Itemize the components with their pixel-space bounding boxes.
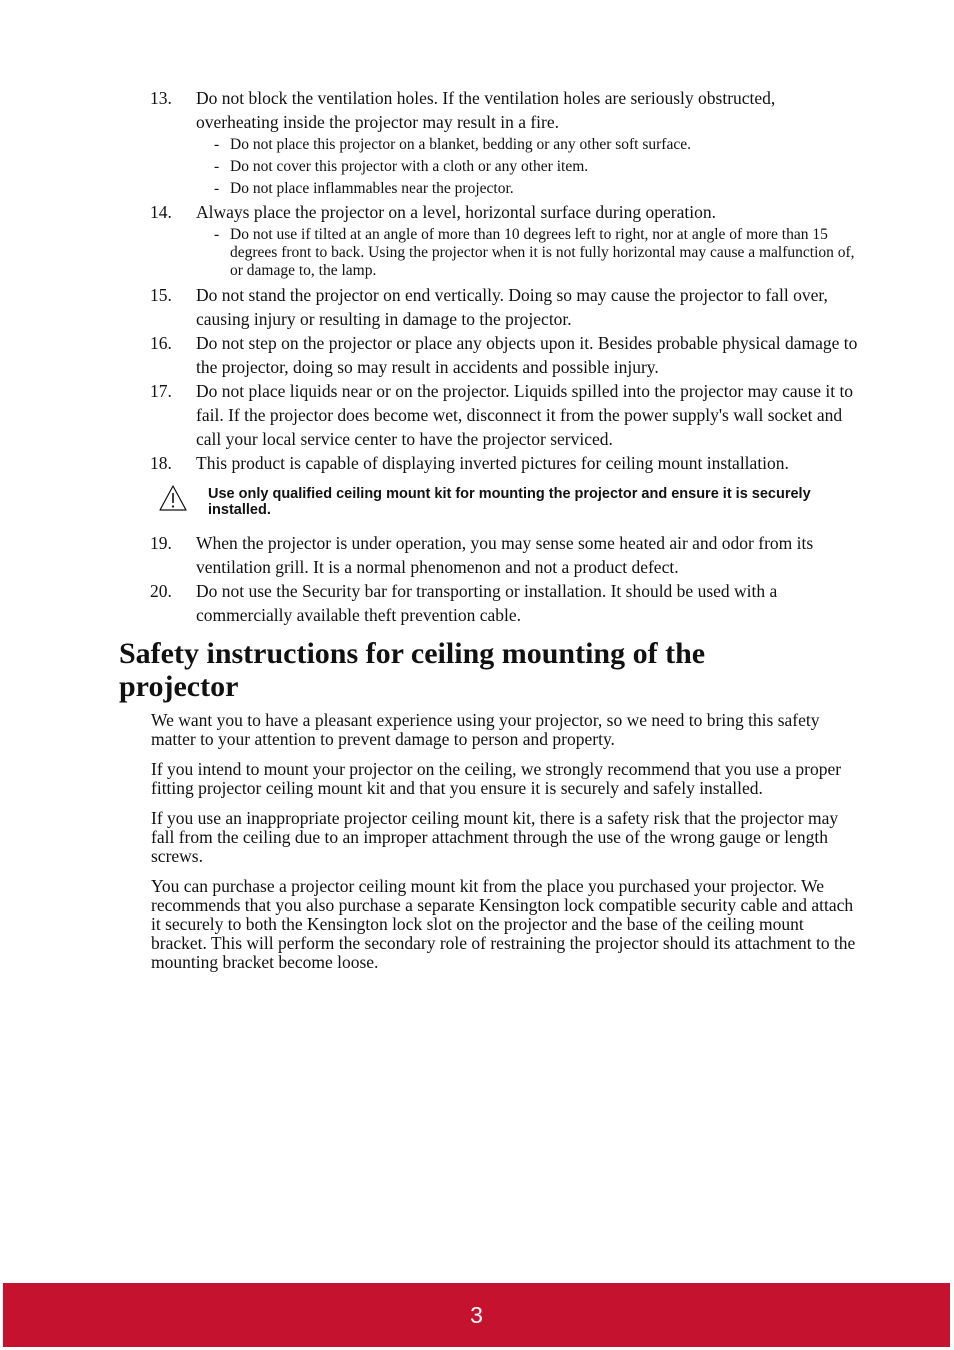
list-item xyxy=(150,200,860,224)
sub-item: - Do not use if tilted at an angle of more than 10 degrees left to right, nor at angle of more than 15 degrees front to back. Using the projector when it is not fully horizontal may cause a malfunction of, or damage to, the lamp. xyxy=(214,226,860,280)
sub-list xyxy=(150,134,860,200)
footer-band xyxy=(3,1283,950,1347)
item-text: This product is capable of displaying inverted pictures for ceiling mount installation. xyxy=(196,453,789,473)
item-number: 18. xyxy=(150,453,172,473)
section-body xyxy=(151,711,859,972)
list-item xyxy=(150,579,860,627)
list-item xyxy=(150,531,860,579)
safety-list xyxy=(150,86,860,627)
section-title: Safety instructions for ceiling mounting of the projector xyxy=(119,637,706,703)
item-text: When the projector is under operation, you may sense some heated air and odor from its ventilation grill. It is a normal phenomenon and not a product defect. xyxy=(196,533,814,577)
sub-list xyxy=(150,224,860,283)
paragraph: If you use an inappropriate projector ceiling mount kit, there is a safety risk that the projector may fall from the ceiling due to an improper attachment through the use of the wrong gauge or length screws. xyxy=(151,808,839,866)
item-text: Do not step on the projector or place any objects upon it. Besides probable physical damage to the projector, doing so may result in accidents and possible injury. xyxy=(196,333,858,377)
item-text: Do not block the ventilation holes. If the ventilation holes are seriously obstructed, overheating inside the projector may result in a fire. xyxy=(196,88,776,132)
item-number: 15. xyxy=(150,285,172,305)
sub-item: - Do not place inflammables near the projector. xyxy=(214,178,860,200)
item-number: 13. xyxy=(150,88,172,108)
item-text: Do not stand the projector on end vertically. Doing so may cause the projector to fall over, causing injury or resulting in damage to the projector. xyxy=(196,285,828,329)
item-number: 14. xyxy=(150,202,172,222)
paragraph: You can purchase a projector ceiling mount kit from the place you purchased your projector. We recommends that you also purchase a separate Kensington lock compatible security cable and attach it securely to both the Kensington lock slot on the projector and the base of the ceiling mount bracket. This will perform the secondary role of restraining the projector should its attachment to the mounting bracket become loose. xyxy=(151,876,856,972)
caution-text: Use only qualified ceiling mount kit for mounting the projector and ensure it is securely installed. xyxy=(208,486,811,518)
item-number: 20. xyxy=(150,581,172,601)
list-item xyxy=(150,86,860,134)
paragraph: We want you to have a pleasant experience using your projector, so we need to bring this safety matter to your attention to prevent damage to person and property. xyxy=(151,710,820,749)
sub-item: - Do not place this projector on a blanket, bedding or any other soft surface. xyxy=(214,134,860,156)
page-number: 3 xyxy=(470,1301,483,1328)
item-text: Always place the projector on a level, horizontal surface during operation. xyxy=(196,202,716,222)
paragraph: If you intend to mount your projector on the ceiling, we strongly recommend that you use a proper fitting projector ceiling mount kit and that you ensure it is securely and safely installed. xyxy=(151,759,842,798)
ceiling-mount-section xyxy=(119,637,859,983)
item-number: 19. xyxy=(150,533,172,553)
warning-triangle-icon xyxy=(158,484,208,514)
item-text: Do not use the Security bar for transporting or installation. It should be used with a commercially available theft prevention cable. xyxy=(196,581,778,625)
item-text: Do not place liquids near or on the projector. Liquids spilled into the projector may cause it to fail. If the projector does become wet, disconnect it from the power supply's wall socket and call your local service center to have the projector serviced. xyxy=(196,381,854,449)
list-item xyxy=(150,379,860,451)
item-number: 17. xyxy=(150,381,172,401)
list-item xyxy=(150,451,860,475)
sub-item: - Do not cover this projector with a cloth or any other item. xyxy=(214,156,860,178)
list-item xyxy=(150,283,860,331)
caution-note xyxy=(158,484,860,518)
item-number: 16. xyxy=(150,333,172,353)
list-item xyxy=(150,331,860,379)
